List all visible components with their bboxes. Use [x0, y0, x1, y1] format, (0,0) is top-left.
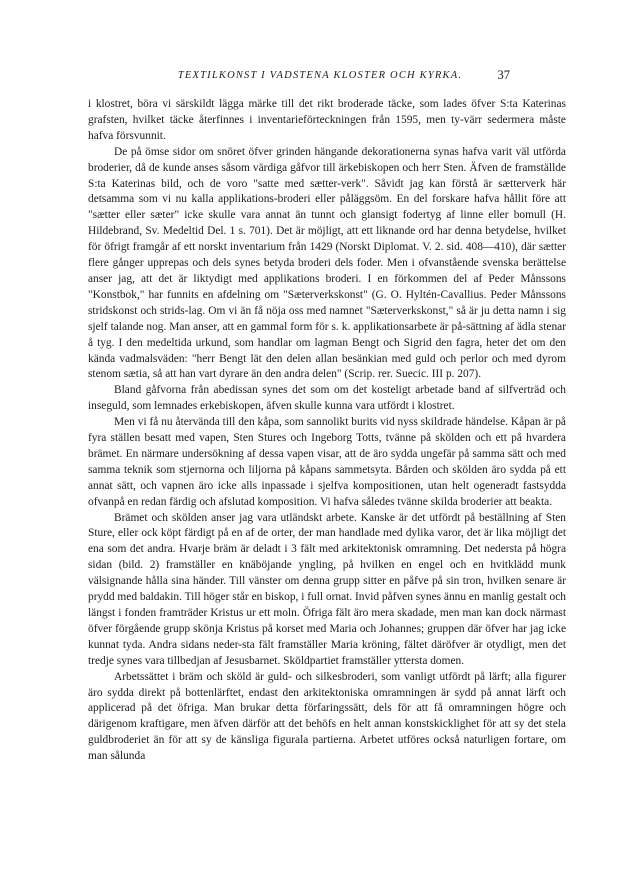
paragraph-4: Men vi få nu återvända till den kåpa, som sannolikt burits vid nyss skildrade händelse. Kåpan är på fyra ställen besatt med vapen, Sten Stures och Ingeborg Totts, tvänne på skölden och ett på hvardera brämet. En närmare undersökning af dessa vapen visar, att de äro sydda ungefär på samma sätt och med samma teknik som stjernorna och liljorna på kåpans sammetsyta. Bården och skölden äro sydda på ett annat sätt, och vapnen äro icke alls inpassade i sjelfva kompositionen, utan helt ogeneradt fastsydda ofvanpå en redan färdig och afslutad komposition. Vi hafva således tvänne skilda broderier att beakta.: [88, 416, 566, 508]
paragraph-1: i klostret, böra vi särskildt lägga märke till det rikt broderade täcke, som lades öfver S:ta Katerinas grafsten, hvilket täcke återfinnes i inventarieförteckningen från 1595, men ty-värr sedermera måste hafva försvunnit.: [88, 98, 566, 142]
body-text: [88, 97, 566, 765]
paragraph-5: Brämet och skölden anser jag vara utländskt arbete. Kanske är det utfördt på beställning af Sten Sture, eller ock köpt färdigt på en af de orter, der man handlade med dylika varor, det är lika möjligt det ena som det andra. Hvarje bräm är deladt i 3 fält med arkitektonisk omramning. Det nedersta på högra sidan (bild. 2) framställer en knäböjande yngling, på hvilken en engel och en hvitklädd munk välsignande hålla sina händer. Till vänster om denna grupp sitter en påfve på sin tron, hvilken senare är prydd med baldakin. Till höger står en biskop, i full ornat. Invid påfven synes ännu en manlig gestalt och längst i fonden framträder Kristus ur ett moln. Öfriga fält äro mera skadade, men man kan dock närmast öfver förgående grupp skönja Kristus på korset med Maria och Johannes; gruppen där öfver har jag icke kunnat tyda. Andra sidans neder-sta fält framställer Maria kröning, fältet däröfver är otydligt, men det tredje synes vara tillbedjan af Jesusbarnet. Sköldpartiet framställer yttersta domen.: [88, 511, 567, 667]
page-number: 37: [497, 68, 510, 82]
paragraph-2: De på ömse sidor om snöret öfver grinden hängande dekorationerna synas hafva varit väl utförda broderier, då de kunde anses såsom värdiga gåfvor till ärkebiskopen och herr Sten. Äfven de framställde S:ta Katerinas bild, och de voro "satte med sætter-verk". Såvidt jag kan förstå är sætterverk här detsamma som vi nu kalla applikations-broderi eller påläggsöm. En del forskare hafva hållit före att "sætter eller sæter" icke skulle vara annat än tunnt och glansigt fodertyg af linne eller bomull (H. Hildebrand, Sv. Medeltid Del. 1 s. 701). Det är möjligt, att ett liknande ord har denna betydelse, hvilket för öfrigt framgår af ett norskt inventarium från 1429 (Norskt Diplomat. V. 2. sid. 408—410), där sætter flere gånger upprepas och dels synes betyda broderi dels foder. Men i ofvanstående svenska berättelse anser jag, att det är liktydigt med applikations broderi. I en förkommen del af Peder Månssons "Konstbok," har funnits en afdelning om "Sæterverkskonst" (G. O. Hyltén-Cavallius. Peder Månssons stridskonst och strids-lag. Om vi än få nöja oss med namnet "Sæterverkskonst," så är ju detta namn i sig sjelf talande nog. Man anser, att en gammal form för s. k. applikationsarbete är på-sättning af ädla stenar å tyg. I den medeltida urkund, som handlar om lagman Bengt och Sigrid den fagra, heter det om den kända vadmalsväden: "herr Bengt lät den delen allan besänkian med guld och perlor och med dyrom stenom sætia, så att han vart dyrare än den andra delen" (Scrip. rer. Suecic. III p. 207).: [88, 145, 566, 381]
paragraph-3: Bland gåfvorna från abedissan synes det som om det kosteligt arbetade band af silfverträd och inseguld, som lemnades erkebiskopen, äfven skulle kunna vara utfördt i klostret.: [88, 384, 566, 413]
running-title: TEXTILKONST I VADSTENA KLOSTER OCH KYRKA.: [177, 70, 463, 81]
paragraph-6: Arbetssättet i bräm och sköld är guld- och silkesbroderi, som vanligt utfördt på lärft; alla figurer äro sydda direkt på bottenlärftet, endast den arkitektoniska omramningen är sydd på annat lärft och applicerad på det öfriga. Man brukar detta förfaringssätt, dels för att få omramningen högre och därigenom kraftigare, men äfven därför att det behöfs en helt annan konstskicklighet för att sy det stela guldbroderiet än för att sy de känsliga figurala partierna. Arbetet utföres också naturligen fortare, om man sålunda: [88, 670, 566, 763]
